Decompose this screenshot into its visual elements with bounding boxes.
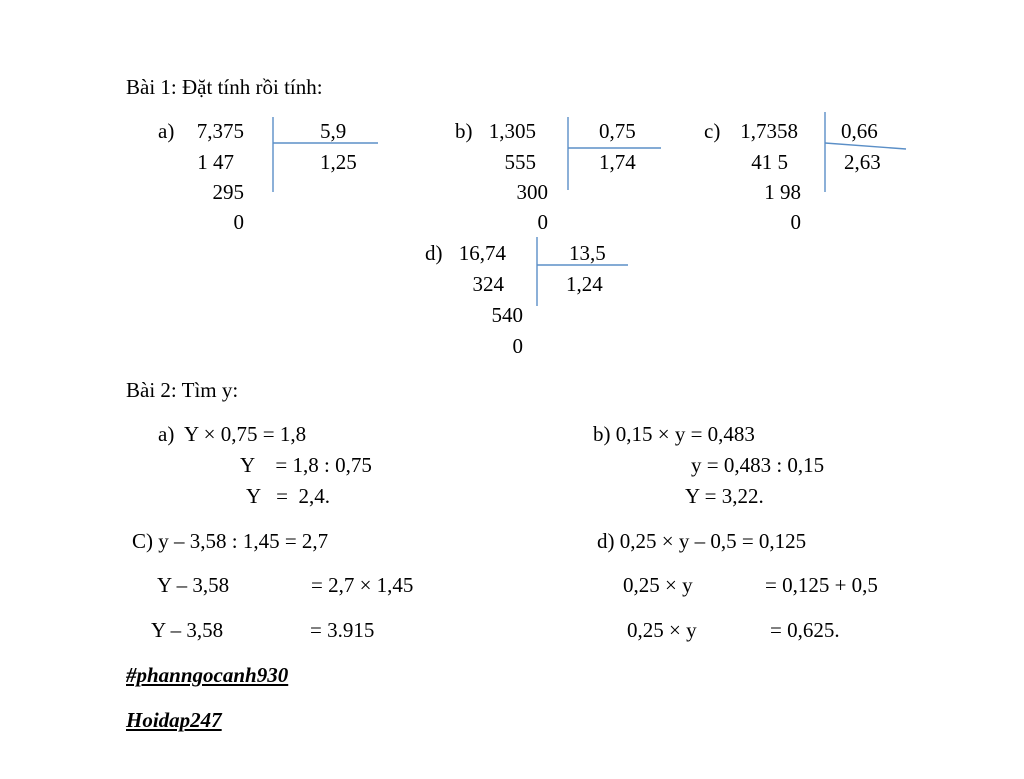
division-b-divisor: 0,75 <box>599 119 636 143</box>
division-b-dividend: 1,305 <box>488 119 536 143</box>
bai2-d-line-2-left: 0,25 × y <box>623 573 693 597</box>
division-d-remainder-1: 324 <box>472 272 504 296</box>
bai1-title: Bài 1: Đặt tính rồi tính: <box>126 75 323 99</box>
division-c-horizontal-line <box>825 143 906 149</box>
division-a-quotient: 1,25 <box>320 150 357 174</box>
bai2-d-line-3-left: 0,25 × y <box>627 618 697 642</box>
division-c-label: c) <box>704 119 721 143</box>
bai2-b-line-2: y = 0,483 : 0,15 <box>691 453 825 477</box>
bai2-d-line-2-right: = 0,125 + 0,5 <box>765 573 878 597</box>
division-b-quotient: 1,74 <box>599 150 636 174</box>
division-a-remainder-3: 0 <box>233 210 244 234</box>
division-a-dividend: 7,375 <box>196 119 244 143</box>
division-c-divisor: 0,66 <box>841 119 878 143</box>
division-b-remainder-2: 300 <box>516 180 548 204</box>
site-tag: Hoidap247 <box>126 708 222 732</box>
bai2-c-line-2-left: Y – 3,58 <box>157 573 230 597</box>
division-d-label: d) <box>425 241 443 265</box>
division-b-remainder-3: 0 <box>537 210 548 234</box>
author-tag: #phanngocanh930 <box>126 663 289 687</box>
bai2-b-line-3: Y = 3,22. <box>685 484 764 508</box>
division-d-quotient: 1,24 <box>566 272 603 296</box>
division-c-remainder-1: 41 5 <box>751 150 788 174</box>
division-d-remainder-2: 540 <box>491 303 523 327</box>
division-b-remainder-1: 555 <box>504 150 536 174</box>
bai2-c-line-2-right: = 2,7 × 1,45 <box>311 573 414 597</box>
division-c-remainder-2: 1 98 <box>764 180 801 204</box>
division-c-dividend: 1,7358 <box>740 119 798 143</box>
bai2-c-line-3-left: Y – 3,58 <box>151 618 224 642</box>
division-d-dividend: 16,74 <box>458 241 506 265</box>
bai2-c-line-3-right: = 3.915 <box>310 618 375 642</box>
bai2-d-line-1: d) 0,25 × y – 0,5 = 0,125 <box>597 529 807 553</box>
bai2-b-line-1: b) 0,15 × y = 0,483 <box>593 422 755 446</box>
division-c-remainder-3: 0 <box>790 210 801 234</box>
division-d-remainder-3: 0 <box>512 334 523 358</box>
division-a-remainder-1: 1 47 <box>197 150 234 174</box>
bai2-c-line-1: C) y – 3,58 : 1,45 = 2,7 <box>132 529 329 553</box>
division-a-remainder-2: 295 <box>212 180 244 204</box>
bai2-a-line-3: Y = 2,4. <box>246 484 330 508</box>
division-a-divisor: 5,9 <box>320 119 347 143</box>
bai2-a-line-1: a) Y × 0,75 = 1,8 <box>158 422 307 446</box>
bai2-a-line-2: Y = 1,8 : 0,75 <box>240 453 372 477</box>
division-d-divisor: 13,5 <box>569 241 606 265</box>
division-c-quotient: 2,63 <box>844 150 881 174</box>
bai2-title: Bài 2: Tìm y: <box>126 378 239 402</box>
division-a-label: a) <box>158 119 175 143</box>
division-b-label: b) <box>455 119 473 143</box>
bai2-d-line-3-right: = 0,625. <box>770 618 840 642</box>
